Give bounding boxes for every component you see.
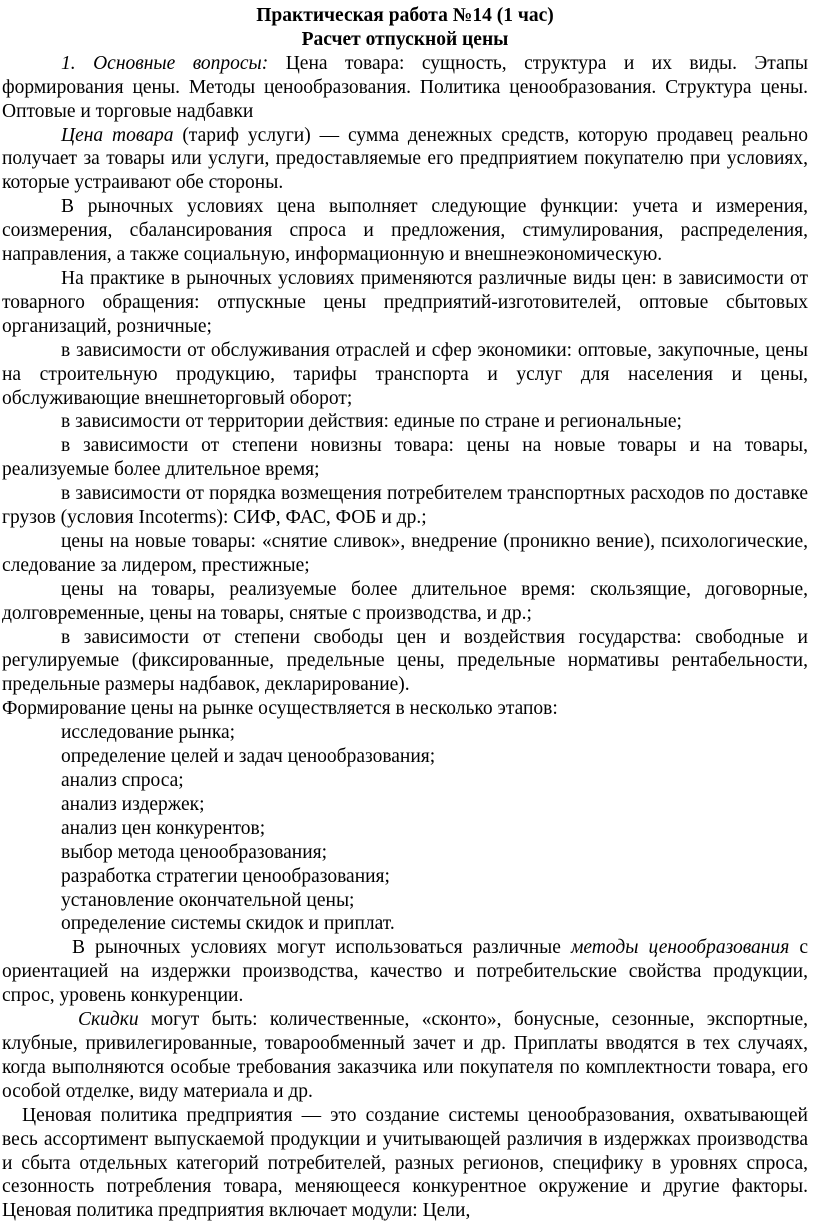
stages-list <box>2 721 808 936</box>
discounts-term: Скидки <box>78 1009 139 1031</box>
paragraph-transport-prices: в зависимости от порядка возмещения потребителем транспортных расходов по доставке грузов (условия Incoterms): СИФ, ФАС, ФОБ и др.; <box>2 483 808 529</box>
paragraph-main-questions <box>2 52 808 124</box>
pricing-methods-rest: с ориентацией на издержки производства, качество и потребительские свойства продукции, спрос, уровень конкуренции. <box>2 937 808 1007</box>
list-item: определение целей и задач ценообразования; <box>61 746 436 768</box>
paragraph-territory-prices: в зависимости от территории действия: единые по стране и региональные; <box>61 411 682 433</box>
paragraph-price-functions: В рыночных условиях цена выполняет следующие функции: учета и измерения, соизмерения, сбалансирования спроса и предложения, стимулирования, распределения, направления, а также социальную, информационную и внешнеэкономическую. <box>2 196 808 266</box>
price-definition-text: (тариф услуги) — сумма денежных средств, которую продавец реально получает за товары или услуги, предоставляемые его предприятием покупателю при условиях, которые устраивают обе стороны. <box>2 124 809 194</box>
main-questions-text: Цена товара: сущность, структура и их виды. Этапы формирования цены. Методы ценообразования. Политика ценообразования. Структура цены. Оптовые и торговые надбавки <box>2 52 808 122</box>
list-item: разработка стратегии ценообразования; <box>61 865 390 887</box>
list-item: анализ цен конкурентов; <box>61 817 266 839</box>
list-item: выбор метода ценообразования; <box>61 841 328 863</box>
paragraph-discounts <box>2 1008 808 1104</box>
paragraph-industry-prices: в зависимости от обслуживания отраслей и сфер экономики: оптовые, закупочные, цены на строительную продукцию, тарифы транспорта и услуг для населения и цены, обслуживающие внешнеторговый оборот; <box>2 339 808 409</box>
pricing-methods-term: методы ценообразования <box>570 937 790 959</box>
pricing-methods-lead: В рыночных условиях могут использоваться различные <box>72 937 571 959</box>
paragraph-pricing-stages: Формирование цены на рынке осуществляется в несколько этапов: <box>2 698 558 720</box>
document-title: Практическая работа №14 (1 час) <box>256 5 554 26</box>
paragraph-pricing-methods <box>2 936 808 1008</box>
paragraph-price-policy: Ценовая политика предприятия — это создание системы ценообразования, охватывающей весь ассортимент выпускаемой продукции и учитывающей различия в издержках производства и сбыта отдельных категорий потребителей, разных регионов, специфику в уровнях спроса, сезонность потребления товара, меняющееся конкурентное окружение и другие факторы. Ценовая политика предприятия включает модули: Цели, <box>2 1104 808 1222</box>
list-item: исследование рынка; <box>61 722 236 744</box>
document-subtitle: Расчет отпускной цены <box>301 28 509 50</box>
price-term: Цена товара <box>61 124 174 146</box>
paragraph-price-definition <box>2 124 808 196</box>
paragraph-long-term-prices: цены на товары, реализуемые более длительное время: скользящие, договорные, долговременные, цены на товары, снятые с производства, и др.; <box>2 578 808 624</box>
paragraph-novelty-prices: в зависимости от степени новизны товара: цены на новые товары и на товары, реализуемые более длительное время; <box>2 435 808 481</box>
list-item: анализ спроса; <box>61 770 184 791</box>
list-item: установление окончательной цены; <box>61 889 355 911</box>
discounts-text: могут быть: количественные, «сконто», бонусные, сезонные, экспортные, клубные, привилегированные, товарообменный зачет и др. Приплаты вводятся в тех случаях, когда выполняются особые требования заказчика или покупателя по комплектности товара, его особой отделке, виду материала и др. <box>2 1009 808 1102</box>
list-item: определение системы скидок и приплат. <box>61 913 395 935</box>
list-item: анализ издержек; <box>61 793 205 815</box>
main-questions-label: 1. Основные вопросы: <box>61 52 269 74</box>
paragraph-new-goods-prices: цены на новые товары: «снятие сливок», внедрение (проникно вение), психологические, следование за лидером, престижные; <box>2 530 808 576</box>
paragraph-price-types: На практике в рыночных условиях применяются различные виды цен: в зависимости от товарного обращения: отпускные цены предприятий-изготовителей, оптовые сбытовых организаций, розничные; <box>2 267 808 337</box>
paragraph-regulated-prices: в зависимости от степени свободы цен и воздействия государства: свободные и регулируемые (фиксированные, предельные цены, предельные нормативы рентабельности, предельные размеры надбавок, декларирование). <box>2 626 808 696</box>
